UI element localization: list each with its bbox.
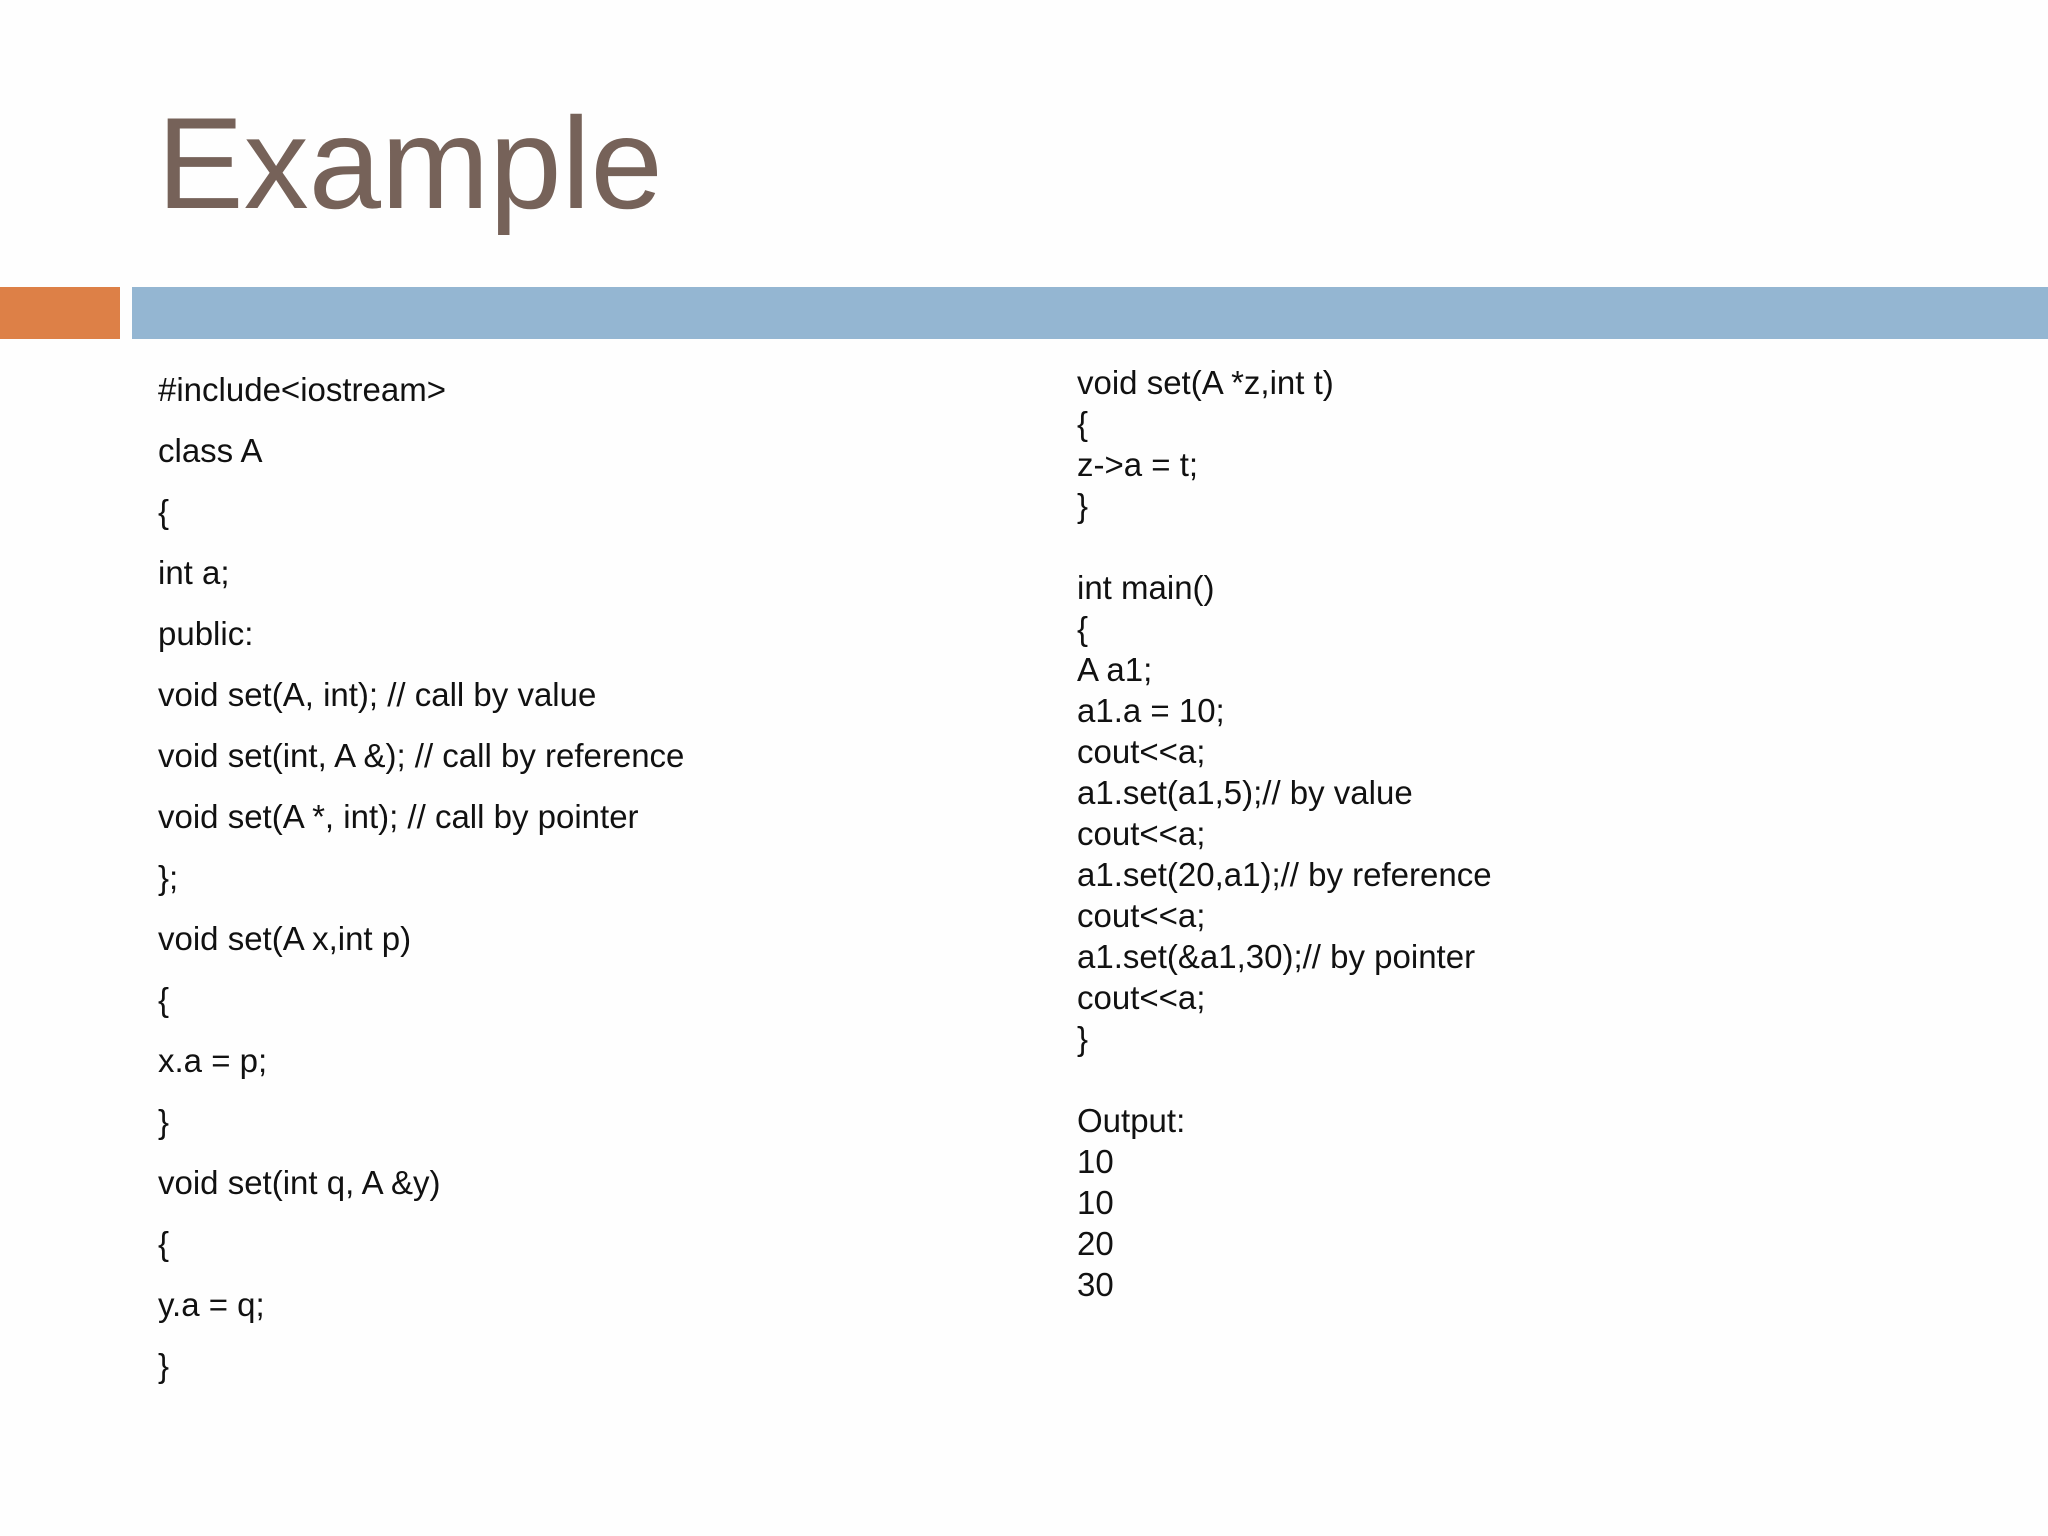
code-line: int a; xyxy=(158,554,230,591)
code-line: class A xyxy=(158,432,263,469)
code-line: { xyxy=(158,1225,170,1262)
accent-bar-orange xyxy=(0,287,120,339)
code-line: } xyxy=(158,1103,170,1140)
code-line: x.a = p; xyxy=(158,1042,268,1079)
code-line: cout<<a; xyxy=(1077,815,1206,852)
code-line: { xyxy=(1077,405,1089,442)
code-line: void set(A, int); // call by value xyxy=(158,676,597,713)
code-line: int main() xyxy=(1077,569,1215,606)
code-line: void set(A x,int p) xyxy=(158,920,412,957)
code-line: void set(A *z,int t) xyxy=(1077,364,1334,401)
output-value: 10 xyxy=(1077,1184,1114,1221)
output-value: 20 xyxy=(1077,1225,1114,1262)
output-value: 10 xyxy=(1077,1143,1114,1180)
code-line: cout<<a; xyxy=(1077,733,1206,770)
left-code-block xyxy=(158,367,684,1404)
right-code-block xyxy=(1077,362,1492,1305)
code-line: void set(int q, A &y) xyxy=(158,1164,441,1201)
output-value: 30 xyxy=(1077,1266,1114,1303)
code-line: { xyxy=(1077,610,1089,647)
code-line: void set(int, A &); // call by reference xyxy=(158,737,685,774)
code-line: } xyxy=(1077,487,1089,524)
accent-bar-blue xyxy=(132,287,2048,339)
code-line: #include<iostream> xyxy=(158,371,447,408)
output-label: Output: xyxy=(1077,1102,1186,1139)
code-line: a1.a = 10; xyxy=(1077,692,1225,729)
code-line: cout<<a; xyxy=(1077,897,1206,934)
code-line: public: xyxy=(158,615,254,652)
code-line: a1.set(20,a1);// by reference xyxy=(1077,856,1492,893)
slide-title: Example xyxy=(157,90,663,236)
code-line: }; xyxy=(158,859,179,896)
blank-line xyxy=(1077,526,1492,567)
code-line: { xyxy=(158,493,170,530)
code-line: cout<<a; xyxy=(1077,979,1206,1016)
code-line: A a1; xyxy=(1077,651,1153,688)
blank-line xyxy=(1077,1059,1492,1100)
code-line: y.a = q; xyxy=(158,1286,265,1323)
code-line: void set(A *, int); // call by pointer xyxy=(158,798,639,835)
code-line: { xyxy=(158,981,170,1018)
code-line: a1.set(&a1,30);// by pointer xyxy=(1077,938,1476,975)
code-line: a1.set(a1,5);// by value xyxy=(1077,774,1413,811)
code-line: } xyxy=(1077,1020,1089,1057)
code-line: } xyxy=(158,1347,170,1384)
code-line: z->a = t; xyxy=(1077,446,1199,483)
